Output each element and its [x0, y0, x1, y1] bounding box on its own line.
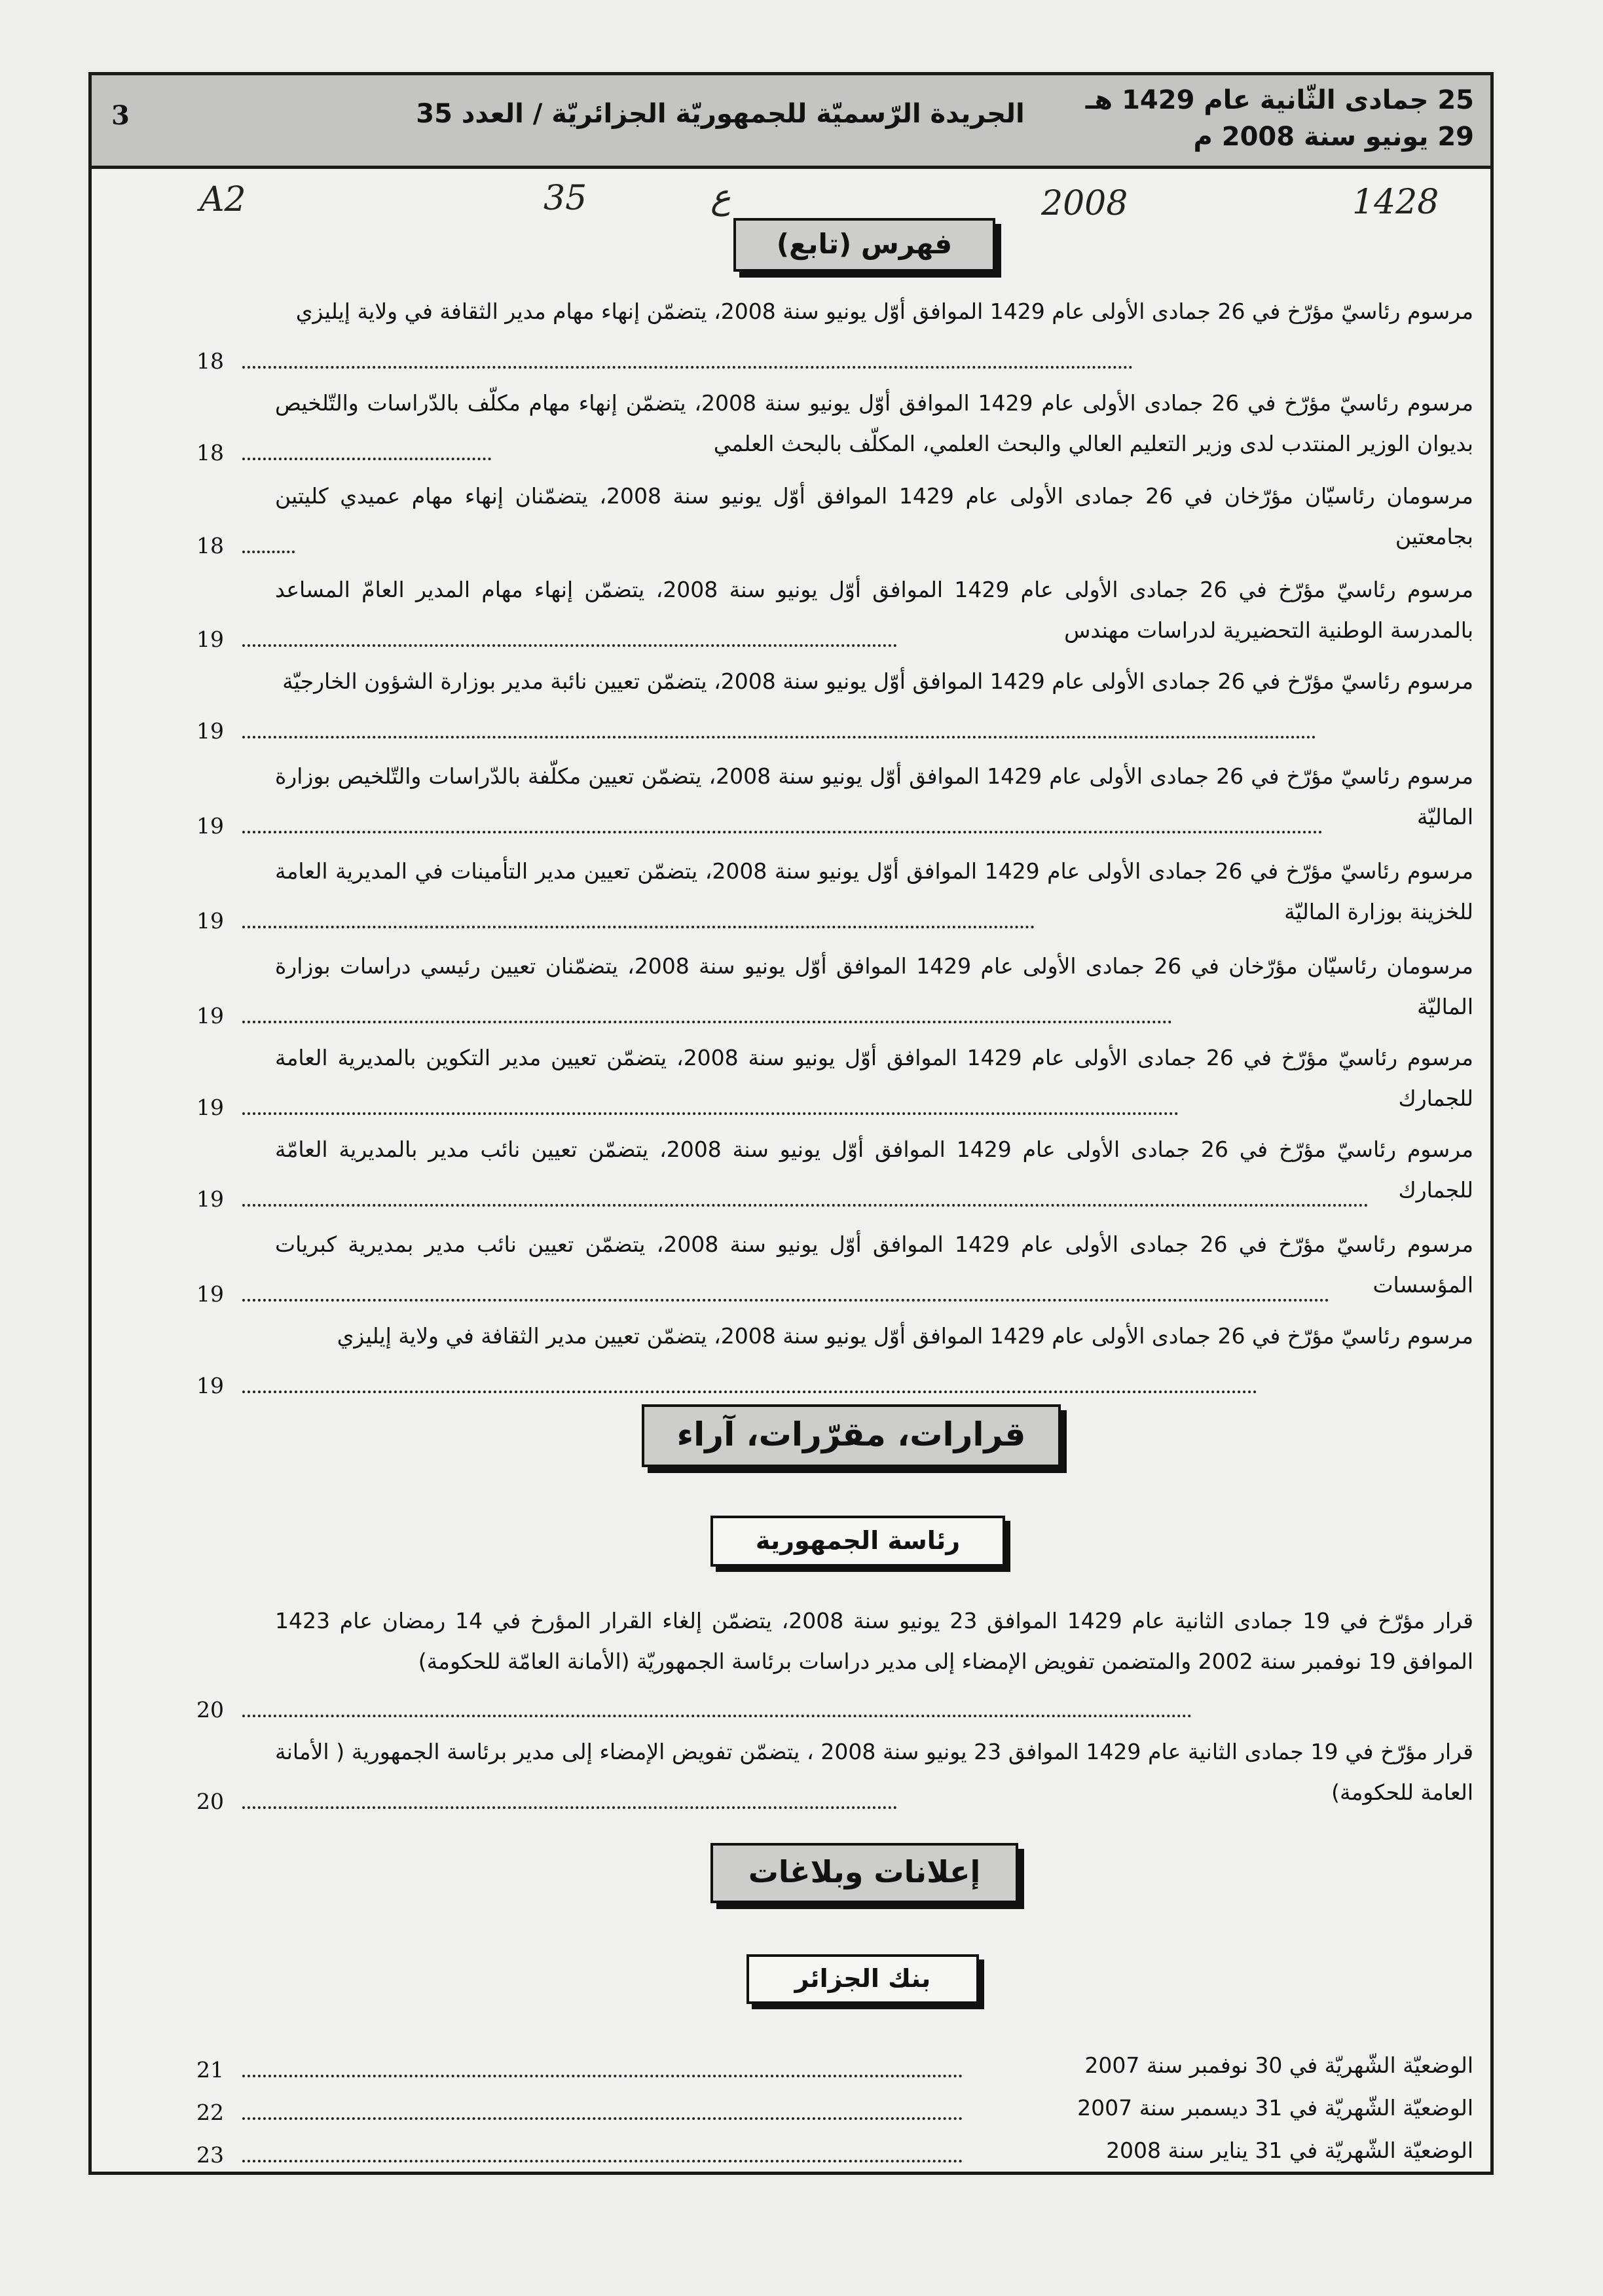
leader-dots — [242, 1391, 1257, 1393]
entry-title: مرسوم رئاسيّ مؤرّخ في 26 جمادى الأولى عام 1429 الموافق أوّل يونيو سنة 2008، يتضمّن تعيين مدير التكوين بالمديرية العامة للجمارك — [275, 1045, 1473, 1111]
entry-title: قرار مؤرّخ في 19 جمادى الثانية عام 1429 الموافق 23 يونيو سنة 2008، يتضمّن إلغاء القرار المؤرخ في 14 رمضان عام 1423 الموافق 19 نوفمبر سنة 2002 والمتضمن تفويض الإمضاء إلى مدير دراسات برئاسة الجمهوريّة (الأمانة العامّة للحكومة) — [275, 1608, 1474, 1674]
decision-entry — [196, 1601, 1473, 1725]
entry-title: مرسوم رئاسيّ مؤرّخ في 26 جمادى الأولى عام 1429 الموافق أوّل يونيو سنة 2008، يتضمّن إنهاء مهام مدير الثقافة في ولاية إيليزي — [295, 299, 1473, 324]
handwritten-code: A2 — [200, 180, 246, 219]
index-entry — [196, 1224, 1473, 1309]
index-section-title: فهرس (تابع) — [733, 218, 995, 272]
index-entry — [196, 570, 1473, 655]
leader-dots — [242, 736, 1316, 738]
entry-page-number: 18 — [196, 533, 224, 558]
index-entry — [196, 946, 1473, 1031]
index-entry — [196, 383, 1473, 468]
entry-title: مرسوم رئاسيّ مؤرّخ في 26 جمادى الأولى عام 1429 الموافق أوّل يونيو سنة 2008، يتضمّن تعيين مدير الثقافة في ولاية إيليزي — [337, 1323, 1473, 1349]
entry-page-number: 19 — [196, 627, 224, 652]
entry-page-number: 19 — [196, 813, 224, 839]
presidency-section-title: رئاسة الجمهورية — [710, 1516, 1005, 1567]
entry-page-number: 22 — [196, 2100, 224, 2125]
issue-dates — [1086, 82, 1474, 155]
entry-page-number: 20 — [196, 1697, 224, 1722]
leader-dots — [242, 366, 1133, 369]
index-entry — [196, 661, 1473, 746]
bank-section-title: بنك الجزائر — [746, 1954, 979, 2004]
entry-title: مرسوم رئاسيّ مؤرّخ في 26 جمادى الأولى عام 1429 الموافق أوّل يونيو سنة 2008، يتضمّن إنهاء مهام المدير العامّ المساعد بالمدرسة الوطنية التحضيرية لدراسات مهندس — [275, 577, 1473, 643]
entry-title: مرسوم رئاسيّ مؤرّخ في 26 جمادى الأولى عام 1429 الموافق أوّل يونيو سنة 2008، يتضمّن تعيين مدير التأمينات في المديرية العامة للخزينة بوزارة الماليّة — [275, 858, 1473, 924]
hijri-date: 25 جمادى الثّانية عام 1429 هـ — [1085, 85, 1474, 115]
entry-title: مرسوم رئاسيّ مؤرّخ في 26 جمادى الأولى عام 1429 الموافق أوّل يونيو سنة 2008، يتضمّن إنهاء مهام مكلّف بالدّراسات والتّلخيص بديوان الوزير المنتدب لدى وزير التعليم العالي والبحث العلمي، المكلّف بالبحث العلمي — [275, 390, 1474, 456]
entry-page-number: 19 — [196, 1003, 224, 1029]
page-frame — [88, 72, 1494, 2175]
entry-page-number: 18 — [196, 440, 224, 465]
index-entry — [196, 1038, 1473, 1123]
index-entry — [196, 1129, 1473, 1214]
index-entry — [196, 756, 1473, 841]
entry-title: مرسومان رئاسيّان مؤرّخان في 26 جمادى الأولى عام 1429 الموافق أوّل يونيو سنة 2008، يتضمّنان إنهاء مهام عميدي كليتين بجامعتين — [275, 483, 1473, 549]
handwritten-year: 2008 — [1041, 184, 1128, 223]
handwritten-ref: 1428 — [1352, 183, 1439, 222]
index-entry — [196, 476, 1473, 561]
entry-title: مرسوم رئاسيّ مؤرّخ في 26 جمادى الأولى عام 1429 الموافق أوّل يونيو سنة 2008، يتضمّن تعيين نائبة مدير بوزارة الشؤون الخارجيّة — [282, 668, 1473, 694]
index-entry — [196, 291, 1473, 376]
gazette-header — [92, 75, 1490, 169]
entry-title: الوضعيّة الشّهريّة في 31 ديسمبر سنة 2007 — [1077, 2095, 1473, 2121]
bank-entry — [196, 2046, 1473, 2085]
handwritten-number: 35 — [544, 179, 587, 218]
entry-page-number: 23 — [196, 2142, 224, 2168]
entry-title: مرسومان رئاسيّان مؤرّخان في 26 جمادى الأولى عام 1429 الموافق أوّل يونيو سنة 2008، يتضمّنان تعيين رئيسي دراسات بوزارة الماليّة — [275, 953, 1473, 1019]
entry-page-number: 20 — [196, 1789, 224, 1814]
gazette-title: الجريدة الرّسميّة للجمهوريّة الجزائريّة / العدد 35 — [416, 99, 1025, 129]
page-number: 3 — [111, 100, 130, 131]
leader-dots — [242, 1715, 1192, 1717]
entry-page-number: 19 — [196, 1095, 224, 1120]
decision-entry — [196, 1732, 1473, 1817]
entry-page-number: 19 — [196, 718, 224, 744]
index-entry — [196, 1316, 1473, 1401]
handwritten-letter: ع — [710, 177, 731, 217]
entry-page-number: 19 — [196, 1186, 224, 1212]
entry-page-number: 19 — [196, 1373, 224, 1398]
entry-title: الوضعيّة الشّهريّة في 31 يناير سنة 2008 — [1106, 2138, 1473, 2163]
entry-page-number: 19 — [196, 908, 224, 934]
entry-page-number: 18 — [196, 348, 224, 374]
announcements-section-title: إعلانات وبلاغات — [710, 1843, 1018, 1903]
entry-page-number: 21 — [196, 2057, 224, 2083]
index-entry — [196, 851, 1473, 936]
bank-entry — [196, 2131, 1473, 2170]
entry-title: الوضعيّة الشّهريّة في 30 نوفمبر سنة 2007 — [1084, 2052, 1473, 2078]
gregorian-date: 29 يونيو سنة 2008 م — [1193, 122, 1474, 152]
entry-page-number: 19 — [196, 1281, 224, 1307]
entry-title: مرسوم رئاسيّ مؤرّخ في 26 جمادى الأولى عام 1429 الموافق أوّل يونيو سنة 2008، يتضمّن تعيين نائب مدير بمديرية كبريات المؤسسات — [275, 1231, 1473, 1298]
decisions-section-title: قرارات، مقرّرات، آراء — [642, 1404, 1061, 1467]
entry-title: مرسوم رئاسيّ مؤرّخ في 26 جمادى الأولى عام 1429 الموافق أوّل يونيو سنة 2008، يتضمّن تعيين نائب مدير بالمديرية العامّة للجمارك — [275, 1137, 1474, 1203]
entry-title: قرار مؤرّخ في 19 جمادى الثانية عام 1429 الموافق 23 يونيو سنة 2008 ، يتضمّن تفويض الإمضاء إلى مدير برئاسة الجمهورية ( الأمانة العامة للحكومة) — [275, 1739, 1473, 1805]
bank-entry — [196, 2088, 1473, 2128]
entry-title: مرسوم رئاسيّ مؤرّخ في 26 جمادى الأولى عام 1429 الموافق أوّل يونيو سنة 2008، يتضمّن تعيين مكلّفة بالدّراسات والتّلخيص بوزارة الماليّة — [275, 763, 1474, 829]
